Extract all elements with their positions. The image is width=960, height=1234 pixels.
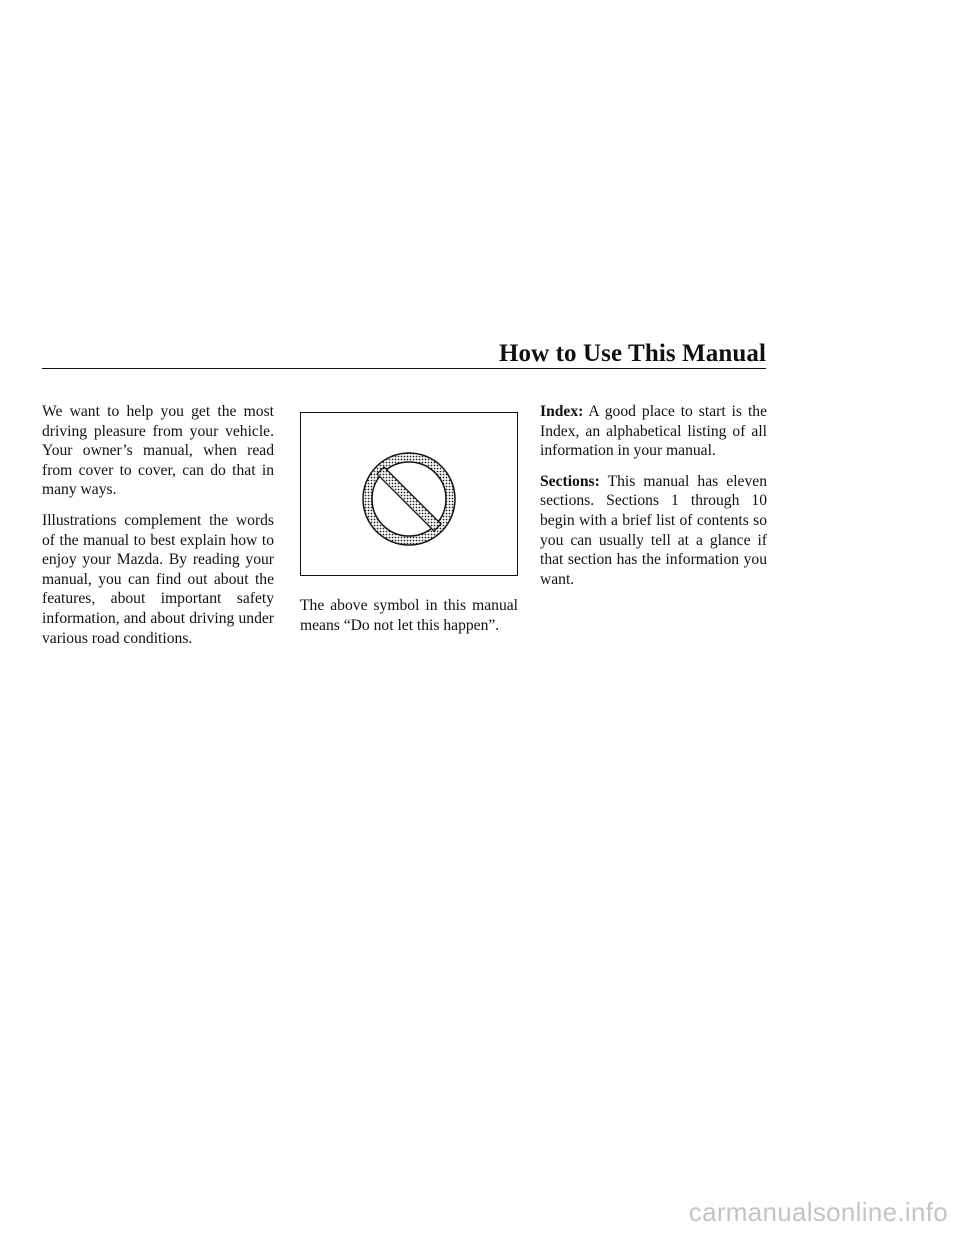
navigation-column (540, 402, 767, 600)
symbol-figure (300, 412, 518, 576)
title-divider (42, 368, 766, 369)
index-label: Index: (540, 403, 584, 420)
page-title: How to Use This Manual (498, 340, 766, 367)
index-paragraph (540, 402, 767, 461)
intro-paragraph: We want to help you get the most driving pleasure from your vehicle. Your owner’s manual, when read from cover to cover, can do that in many ways. (42, 403, 274, 499)
index-text: A good place to start is the Index, an alphabetical listing of all information in your manual. (540, 403, 767, 460)
sections-label: Sections: (540, 472, 600, 490)
intro-column (42, 402, 274, 659)
sections-paragraph (540, 472, 767, 590)
watermark: carmanualsonline.info (688, 1197, 948, 1227)
symbol-caption: The above symbol in this manual means “Do not let this happen”. (300, 597, 518, 634)
illustrations-paragraph: Illustrations complement the words of the manual to best explain how to enjoy your Mazda. By reading your manual, you can find out about the features, about important safety information, and about driving under various road conditions. (42, 511, 274, 647)
sections-text: This manual has eleven sections. Sections 1 through 10 begin with a brief list of contents so you can usually tell at a glance if that section has the information you want. (540, 472, 767, 588)
symbol-column (300, 402, 518, 646)
prohibition-symbol-icon (301, 413, 517, 575)
